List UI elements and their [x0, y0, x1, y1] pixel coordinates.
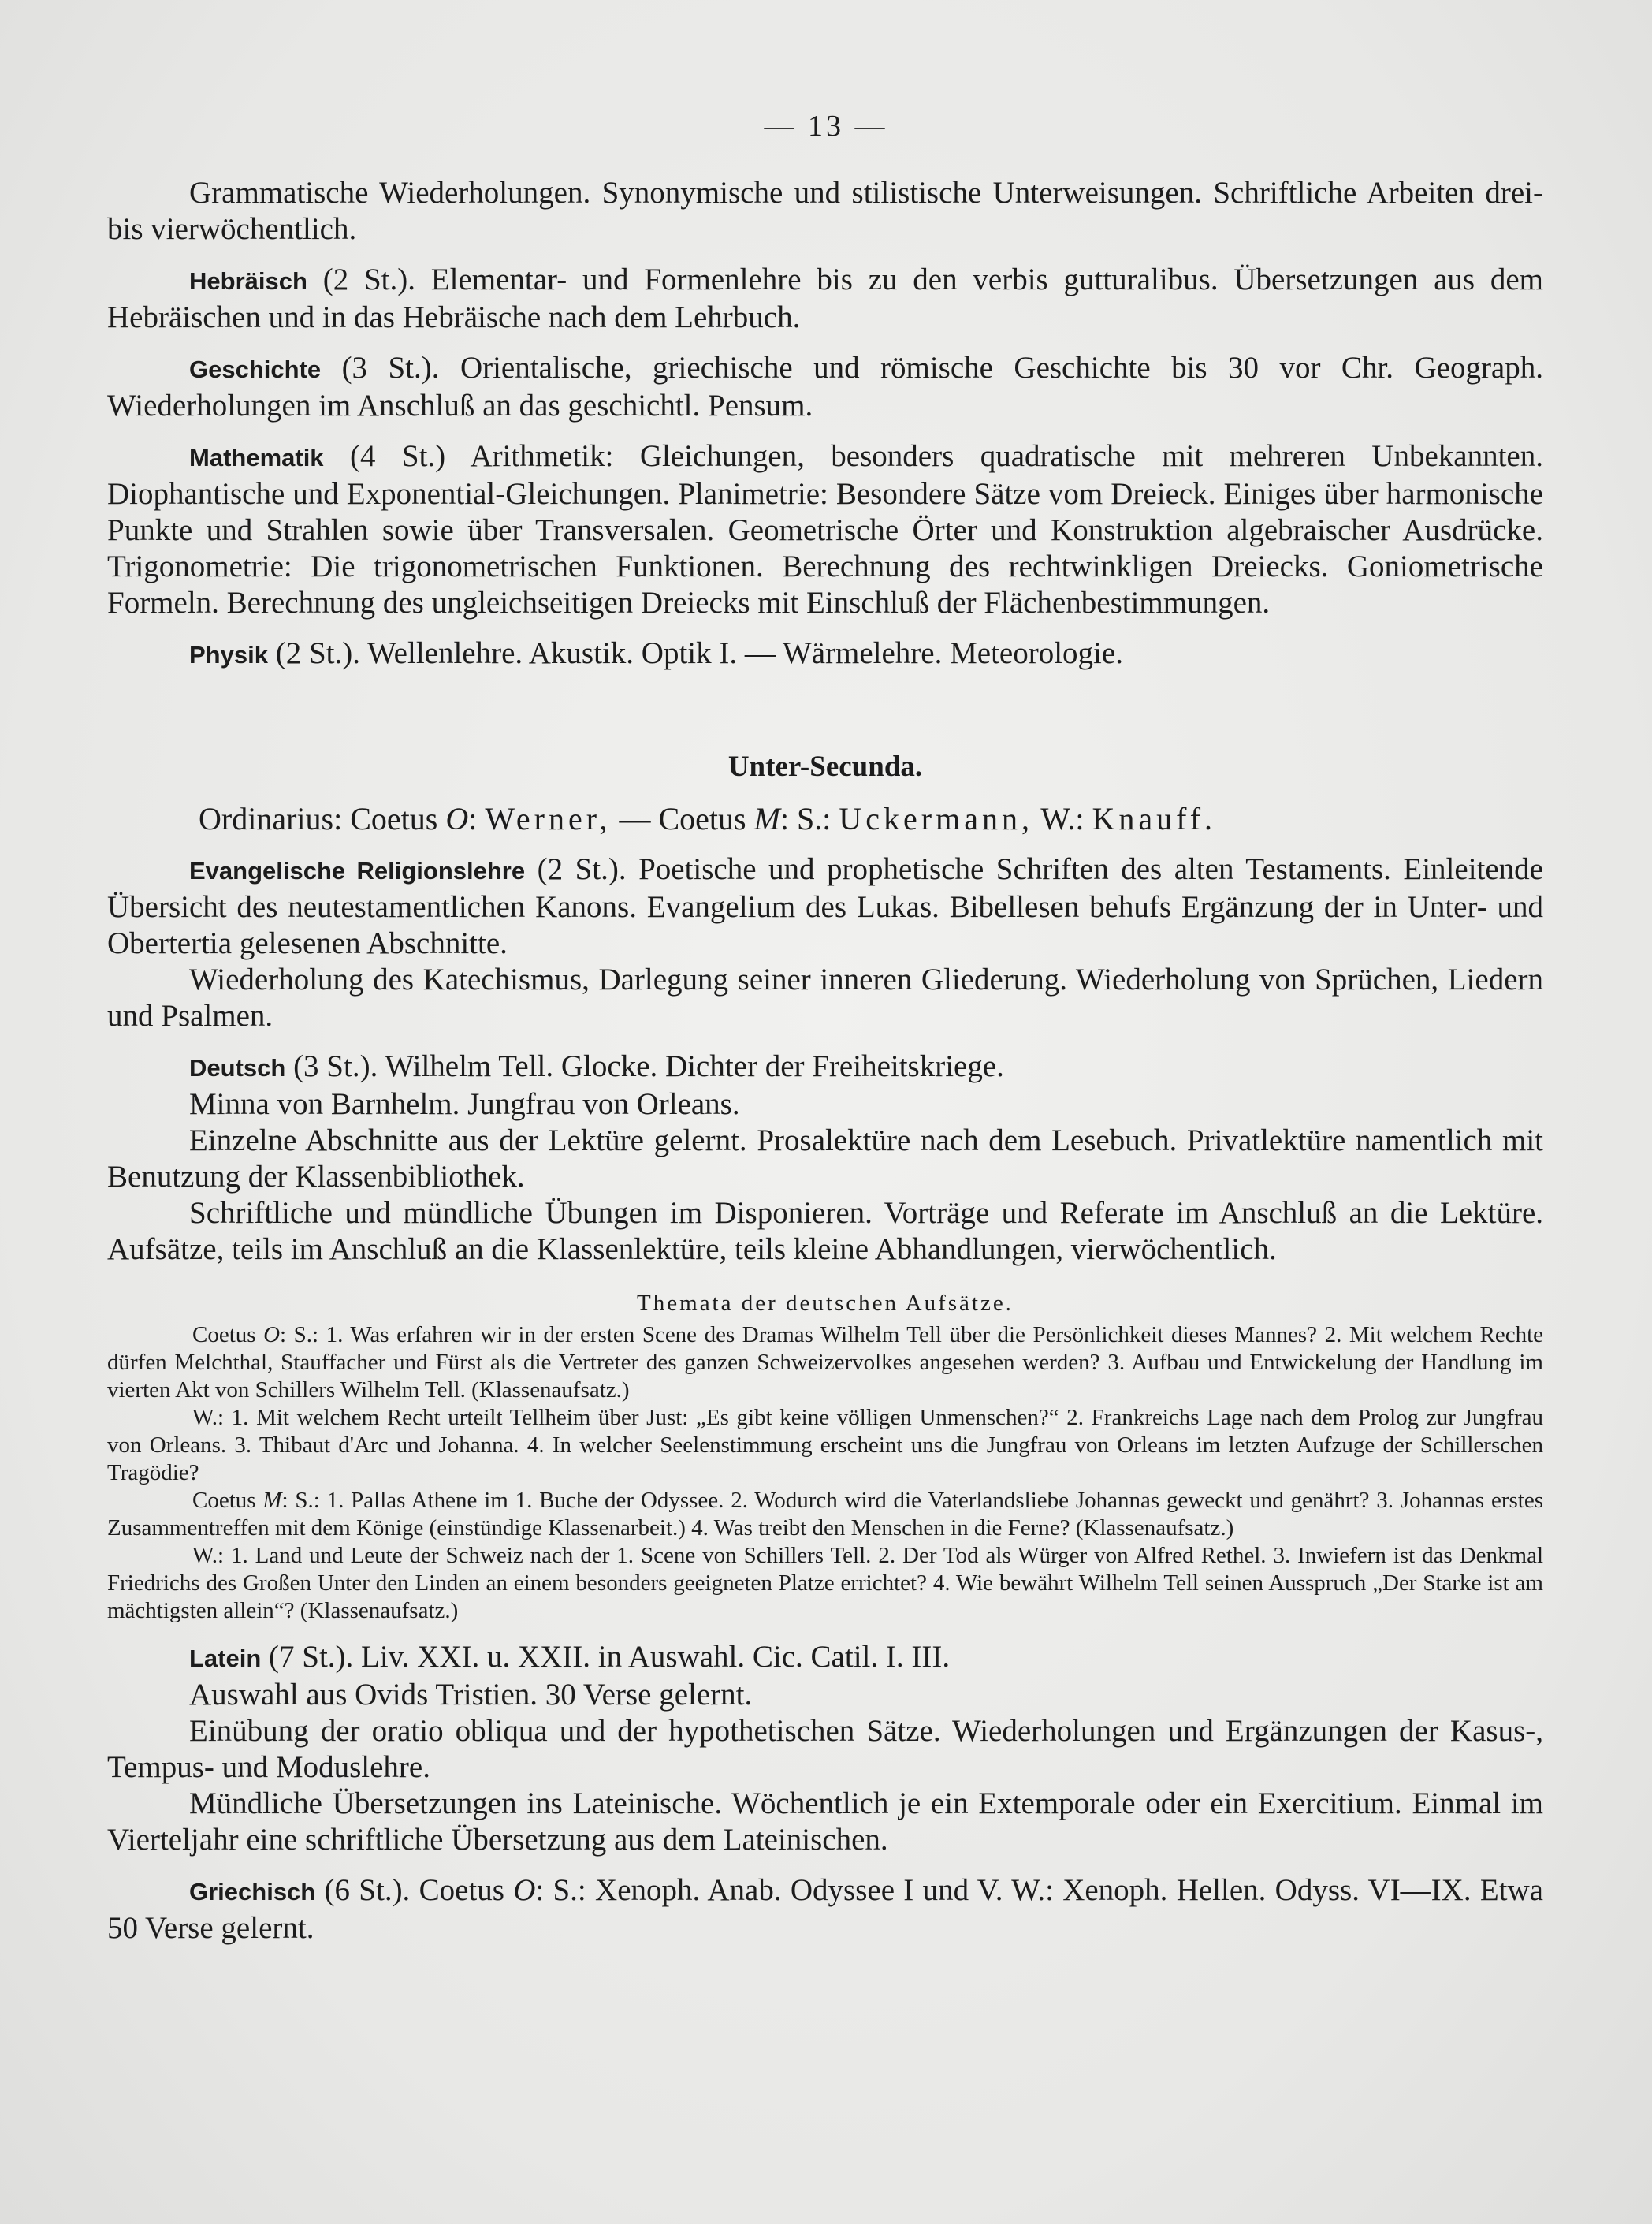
ordinarius-line: Ordinarius: Coetus O: Werner, — Coetus M: S.: Uckermann, W.: Knauff.: [199, 801, 1217, 836]
paragraph-religion: Evangelische Religionslehre (2 St.). Poetische und prophetische Schriften des alten Testaments. Einleitende Übersicht des neutestamentlichen Kanons. Evangelium des Lukas. Bibellesen behufs Ergänzung der in Unter- und Obertertia gelesenen Abschnitte.: [107, 852, 1543, 960]
paragraph-deutsch: Deutsch (3 St.). Wilhelm Tell. Glocke. Dichter der Freiheitskriege.: [189, 1049, 1004, 1083]
themata-item: Coetus O: S.: 1. Was erfahren wir in der ersten Scene des Dramas Wilhelm Tell über die Persönlichkeit dieses Mannes? 2. Mit welchem Rechte dürfen Melchthal, Stauffacher und Fürst als die Vertreter des ganzen Schweizervolkes angesehen werden? 3. Aufbau und Entwickelung der Handlung im vierten Akt von Schillers Wilhelm Tell. (Klassenaufsatz.): [107, 1322, 1543, 1403]
subject-label: Geschichte: [189, 356, 322, 383]
paragraph-deutsch-2: Einzelne Abschnitte aus der Lektüre gelernt. Prosalektüre nach dem Lesebuch. Privatlektüre namentlich mit Benutzung der Klassenbibliothek.: [107, 1123, 1543, 1194]
subject-label: Latein: [189, 1645, 262, 1672]
themata-title: Themata der deutschen Aufsätze.: [637, 1291, 1014, 1316]
themata-item: Coetus M: S.: 1. Pallas Athene im 1. Buche der Odyssee. 2. Wodurch wird die Vaterlandsliebe Johannas geweckt und genährt? 3. Johannas erstes Zusammentreffen mit dem Könige (einstündige Klassenarbeit.) 4. Was treibt den Menschen in die Ferne? (Klassenaufsatz.): [107, 1488, 1543, 1540]
page-number: — 13 —: [764, 110, 888, 143]
themata-list: [107, 1321, 1543, 1625]
subject-label: Griechisch: [189, 1878, 316, 1905]
paragraph-deutsch-3: Schriftliche und mündliche Übungen im Disponieren. Vorträge und Referate im Anschluß an die Lektüre. Aufsätze, teils im Anschluß an die Klassenlektüre, teils kleine Abhandlungen, vierwöchentlich.: [107, 1196, 1543, 1266]
paragraph-mathematik: Mathematik (4 St.) Arithmetik: Gleichungen, besonders quadratische mit mehreren Unbekannten. Diophantische und Exponential-Gleichungen. Planimetrie: Besondere Sätze vom Dreieck. Einiges über harmonische Punkte und Strahlen sowie über Transversalen. Geometrische Örter und Konstruktion algebraischer Ausdrücke. Trigonometrie: Die trigonometrischen Funktionen. Berechnung des rechtwinkligen Dreiecks. Goniometrische Formeln. Berechnung des ungleichseitigen Dreiecks mit Einschluß der Flächenbestimmungen.: [107, 439, 1543, 620]
subject-label: Evangelische Religionslehre: [189, 857, 526, 885]
paragraph-grammatik: Grammatische Wiederholungen. Synonymische und stilistische Unterweisungen. Schriftliche Arbeiten drei- bis vierwöchentlich.: [107, 176, 1543, 246]
paragraph-deutsch-line2: Minna von Barnhelm. Jungfrau von Orleans.: [189, 1087, 740, 1121]
paragraph-griechisch: Griechisch (6 St.). Coetus O: S.: Xenoph. Anab. Odyssee I und V. W.: Xenoph. Hellen. Odyss. VI—IX. Etwa 50 Verse gelernt.: [107, 1873, 1543, 1945]
section-heading: Unter-Secunda.: [727, 751, 923, 783]
themata-item: W.: 1. Land und Leute der Schweiz nach der 1. Scene von Schillers Tell. 2. Der Tod als Würger von Alfred Rethel. 3. Inwiefern ist das Denkmal Friedrichs des Großen Unter den Linden an einem besonders geeigneten Platze errichtet? 4. Wie bewährt Wilhelm Tell seinen Ausspruch „Der Starke ist am mächtigsten allein“? (Klassenaufsatz.): [107, 1543, 1543, 1623]
paragraph-physik: Physik (2 St.). Wellenlehre. Akustik. Optik I. — Wärmelehre. Meteorologie.: [189, 636, 1123, 670]
paragraph-latein: Latein (7 St.). Liv. XXI. u. XXII. in Auswahl. Cic. Catil. I. III.: [189, 1640, 951, 1674]
paragraph-latein-2: Einübung der oratio obliqua und der hypothetischen Sätze. Wiederholungen und Ergänzungen der Kasus-, Tempus- und Moduslehre.: [107, 1714, 1543, 1784]
themata-item: W.: 1. Mit welchem Recht urteilt Tellheim über Just: „Es gibt keine völligen Unmenschen?“ 2. Frankreichs Lage nach dem Prolog zur Jungfrau von Orleans. 3. Thibaut d'Arc und Johanna. 4. In welcher Seelenstimmung erscheint uns die Jungfrau von Orleans im letzten Aufzuge der Schillerschen Tragödie?: [107, 1405, 1543, 1485]
subject-label: Physik: [189, 641, 268, 669]
paragraph-latein-line2: Auswahl aus Ovids Tristien. 30 Verse gelernt.: [189, 1678, 753, 1712]
paragraph-religion-2: Wiederholung des Katechismus, Darlegung seiner inneren Gliederung. Wiederholung von Sprüchen, Liedern und Psalmen.: [107, 963, 1543, 1033]
subject-label: Mathematik: [189, 444, 324, 471]
subject-label: Deutsch: [189, 1054, 286, 1082]
paragraph-geschichte: Geschichte (3 St.). Orientalische, griechische und römische Geschichte bis 30 vor Chr. Geograph. Wiederholungen im Anschluß an das geschichtl. Pensum.: [107, 351, 1543, 423]
text-column: [107, 175, 1543, 1946]
paragraph-hebraeisch: Hebräisch (2 St.). Elementar- und Formenlehre bis zu den verbis gutturalibus. Übersetzungen aus dem Hebräischen und in das Hebräische nach dem Lehrbuch.: [107, 263, 1543, 334]
subject-label: Hebräisch: [189, 267, 307, 295]
paragraph-latein-3: Mündliche Übersetzungen ins Lateinische. Wöchentlich je ein Extemporale oder ein Exercitium. Einmal im Vierteljahr eine schriftliche Übersetzung aus dem Lateinischen.: [107, 1786, 1543, 1857]
